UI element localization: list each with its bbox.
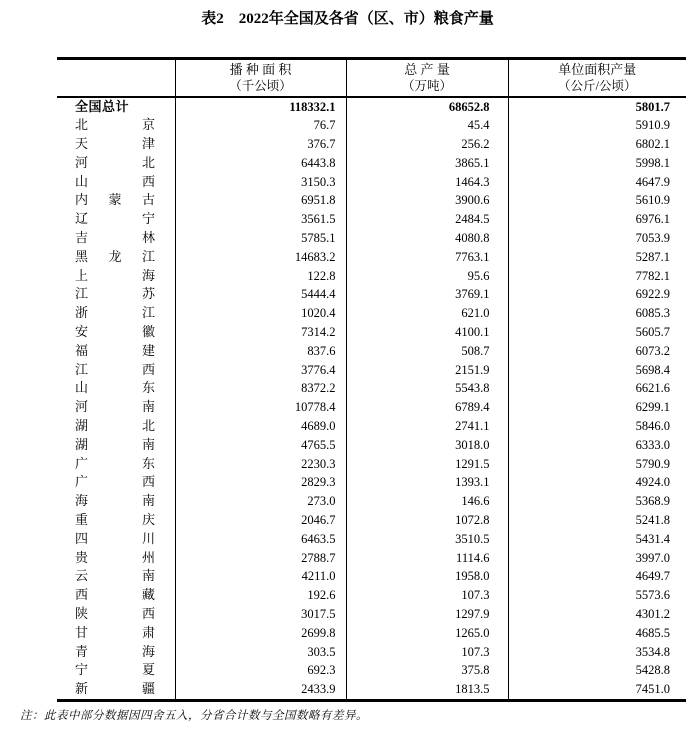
region-name-cell <box>57 285 175 304</box>
province-name: 天津 <box>75 136 155 152</box>
region-name-cell <box>57 417 175 436</box>
sown-area-value: 2433.9 <box>175 680 346 700</box>
province-row <box>57 267 686 286</box>
province-name: 重庆 <box>75 512 155 528</box>
sown-area-value: 2788.7 <box>175 549 346 568</box>
region-name-cell <box>57 455 175 474</box>
yield-value: 5846.0 <box>508 417 686 436</box>
yield-value: 7782.1 <box>508 267 686 286</box>
yield-value: 5698.4 <box>508 361 686 380</box>
sown-area-value: 4689.0 <box>175 417 346 436</box>
region-name-cell <box>57 304 175 323</box>
province-name: 海南 <box>75 493 155 509</box>
region-name-cell <box>57 210 175 229</box>
production-value: 1393.1 <box>346 473 508 492</box>
table-body <box>57 97 686 701</box>
region-name-cell <box>57 248 175 267</box>
production-value: 621.0 <box>346 304 508 323</box>
sown-area-value: 303.5 <box>175 643 346 662</box>
production-value: 3018.0 <box>346 436 508 455</box>
yield-value: 5910.9 <box>508 116 686 135</box>
national-total-row <box>57 97 686 117</box>
yield-value: 6922.9 <box>508 285 686 304</box>
header-total-production-unit: （万吨） <box>401 78 452 93</box>
sown-area-value: 6951.8 <box>175 191 346 210</box>
production-value: 4100.1 <box>346 323 508 342</box>
region-name-cell <box>57 605 175 624</box>
production-value: 1813.5 <box>346 680 508 700</box>
header-row <box>57 59 686 97</box>
production-value: 2484.5 <box>346 210 508 229</box>
header-sown-area-label: 播 种 面 积 <box>229 61 292 77</box>
table-header <box>57 59 686 97</box>
footnote: 注：此表中部分数据因四舍五入，分省合计数与全国数略有差异。 <box>20 710 368 722</box>
province-row <box>57 210 686 229</box>
production-value: 7763.1 <box>346 248 508 267</box>
province-row <box>57 417 686 436</box>
province-name: 四川 <box>75 530 155 546</box>
region-name-cell <box>57 530 175 549</box>
yield-value: 6621.6 <box>508 379 686 398</box>
province-name: 河北 <box>75 154 155 170</box>
province-name: 浙江 <box>75 305 155 321</box>
sown-area-value: 3017.5 <box>175 605 346 624</box>
production-value: 107.3 <box>346 643 508 662</box>
province-row <box>57 173 686 192</box>
sown-area-value: 3776.4 <box>175 361 346 380</box>
province-row <box>57 135 686 154</box>
yield-value: 4685.5 <box>508 624 686 643</box>
region-name-cell <box>57 680 175 700</box>
production-value: 2741.1 <box>346 417 508 436</box>
header-sown-area-unit: （千公顷） <box>229 78 292 93</box>
region-name-cell <box>57 116 175 135</box>
yield-value: 6085.3 <box>508 304 686 323</box>
province-row <box>57 567 686 586</box>
sown-area-value: 7314.2 <box>175 323 346 342</box>
yield-value: 5431.4 <box>508 530 686 549</box>
production-value: 3510.5 <box>346 530 508 549</box>
region-name-cell <box>57 586 175 605</box>
sown-area-value: 5785.1 <box>175 229 346 248</box>
production-value: 95.6 <box>346 267 508 286</box>
yield-value: 5605.7 <box>508 323 686 342</box>
province-row <box>57 154 686 173</box>
grain-production-table <box>57 57 686 702</box>
region-name-cell <box>57 173 175 192</box>
yield-value: 5801.7 <box>508 97 686 117</box>
province-row <box>57 248 686 267</box>
region-name-cell <box>57 643 175 662</box>
production-value: 1464.3 <box>346 173 508 192</box>
province-name: 湖南 <box>75 436 155 452</box>
province-name: 宁夏 <box>75 662 155 678</box>
yield-value: 6333.0 <box>508 436 686 455</box>
yield-value: 6073.2 <box>508 342 686 361</box>
production-value: 1265.0 <box>346 624 508 643</box>
province-name: 河南 <box>75 399 155 415</box>
province-name: 福建 <box>75 342 155 358</box>
production-value: 6789.4 <box>346 398 508 417</box>
province-name: 北京 <box>75 117 155 133</box>
sown-area-value: 1020.4 <box>175 304 346 323</box>
region-name-cell <box>57 436 175 455</box>
sown-area-value: 5444.4 <box>175 285 346 304</box>
yield-value: 5368.9 <box>508 492 686 511</box>
province-row <box>57 285 686 304</box>
sown-area-value: 2699.8 <box>175 624 346 643</box>
sown-area-value: 2046.7 <box>175 511 346 530</box>
sown-area-value: 4211.0 <box>175 567 346 586</box>
yield-value: 5241.8 <box>508 511 686 530</box>
province-name: 青海 <box>75 643 155 659</box>
province-name: 辽宁 <box>75 211 155 227</box>
yield-value: 5998.1 <box>508 154 686 173</box>
production-value: 375.8 <box>346 661 508 680</box>
region-name-cell <box>57 398 175 417</box>
yield-value: 4647.9 <box>508 173 686 192</box>
production-value: 1297.9 <box>346 605 508 624</box>
province-row <box>57 398 686 417</box>
sown-area-value: 2230.3 <box>175 455 346 474</box>
production-value: 45.4 <box>346 116 508 135</box>
sown-area-value: 3561.5 <box>175 210 346 229</box>
province-name: 甘肃 <box>75 624 155 640</box>
province-row <box>57 605 686 624</box>
production-value: 146.6 <box>346 492 508 511</box>
sown-area-value: 8372.2 <box>175 379 346 398</box>
sown-area-value: 14683.2 <box>175 248 346 267</box>
yield-value: 5428.8 <box>508 661 686 680</box>
province-row <box>57 361 686 380</box>
sown-area-value: 6463.5 <box>175 530 346 549</box>
production-value: 1072.8 <box>346 511 508 530</box>
region-name-cell <box>57 323 175 342</box>
header-total-production-label: 总 产 量 <box>404 61 450 77</box>
header-yield-label: 单位面积产量 <box>558 61 637 77</box>
production-value: 5543.8 <box>346 379 508 398</box>
sown-area-value: 4765.5 <box>175 436 346 455</box>
sown-area-value: 6443.8 <box>175 154 346 173</box>
province-name: 广西 <box>75 474 155 490</box>
region-name-cell <box>57 267 175 286</box>
province-name: 江苏 <box>75 286 155 302</box>
table-title: 表2 2022年全国及各省（区、市）粮食产量 <box>201 11 494 27</box>
production-value: 256.2 <box>346 135 508 154</box>
province-row <box>57 624 686 643</box>
sown-area-value: 192.6 <box>175 586 346 605</box>
province-row <box>57 549 686 568</box>
region-name-cell <box>57 135 175 154</box>
province-row <box>57 436 686 455</box>
production-value: 107.3 <box>346 586 508 605</box>
header-yield-unit: （公斤/公顷） <box>558 78 637 93</box>
national-total-label: 全国总计 <box>75 98 130 114</box>
production-value: 1291.5 <box>346 455 508 474</box>
production-value: 1958.0 <box>346 567 508 586</box>
region-name-cell <box>57 624 175 643</box>
production-value: 1114.6 <box>346 549 508 568</box>
yield-value: 6802.1 <box>508 135 686 154</box>
region-name-cell <box>57 473 175 492</box>
province-name: 贵州 <box>75 549 155 565</box>
province-row <box>57 511 686 530</box>
province-name: 新疆 <box>75 681 155 697</box>
yield-value: 3997.0 <box>508 549 686 568</box>
sown-area-value: 10778.4 <box>175 398 346 417</box>
province-name: 江西 <box>75 361 155 377</box>
province-row <box>57 379 686 398</box>
region-name-cell <box>57 492 175 511</box>
production-value: 68652.8 <box>346 97 508 117</box>
province-name: 上海 <box>75 267 155 283</box>
province-row <box>57 116 686 135</box>
sown-area-value: 837.6 <box>175 342 346 361</box>
province-name: 西藏 <box>75 587 155 603</box>
province-row <box>57 473 686 492</box>
yield-value: 6976.1 <box>508 210 686 229</box>
production-value: 3900.6 <box>346 191 508 210</box>
province-row <box>57 530 686 549</box>
province-row <box>57 304 686 323</box>
region-name-cell <box>57 511 175 530</box>
province-name: 山西 <box>75 173 155 189</box>
province-name: 内蒙古 <box>75 192 155 208</box>
production-value: 2151.9 <box>346 361 508 380</box>
province-row <box>57 342 686 361</box>
province-row <box>57 586 686 605</box>
province-name: 云南 <box>75 568 155 584</box>
yield-value: 5573.6 <box>508 586 686 605</box>
yield-value: 4924.0 <box>508 473 686 492</box>
province-row <box>57 492 686 511</box>
province-name: 山东 <box>75 380 155 396</box>
region-name-cell <box>57 191 175 210</box>
province-name: 安徽 <box>75 324 155 340</box>
region-name-cell <box>57 229 175 248</box>
province-row <box>57 643 686 662</box>
province-name: 广东 <box>75 455 155 471</box>
sown-area-value: 2829.3 <box>175 473 346 492</box>
province-row <box>57 661 686 680</box>
production-value: 4080.8 <box>346 229 508 248</box>
header-yield <box>508 59 686 97</box>
region-name-cell <box>57 661 175 680</box>
production-value: 3865.1 <box>346 154 508 173</box>
yield-value: 3534.8 <box>508 643 686 662</box>
province-name: 黑龙江 <box>75 248 155 264</box>
province-row <box>57 229 686 248</box>
sown-area-value: 273.0 <box>175 492 346 511</box>
region-name-cell <box>57 549 175 568</box>
sown-area-value: 76.7 <box>175 116 346 135</box>
province-row <box>57 680 686 700</box>
region-name-cell <box>57 154 175 173</box>
region-name-cell <box>57 342 175 361</box>
region-name-cell <box>57 97 175 117</box>
province-name: 湖北 <box>75 418 155 434</box>
region-name-cell <box>57 379 175 398</box>
header-sown-area <box>175 59 346 97</box>
production-value: 3769.1 <box>346 285 508 304</box>
province-row <box>57 191 686 210</box>
region-name-cell <box>57 567 175 586</box>
header-region <box>57 59 175 97</box>
yield-value: 5790.9 <box>508 455 686 474</box>
yield-value: 7053.9 <box>508 229 686 248</box>
sown-area-value: 376.7 <box>175 135 346 154</box>
yield-value: 5610.9 <box>508 191 686 210</box>
sown-area-value: 122.8 <box>175 267 346 286</box>
province-row <box>57 323 686 342</box>
yield-value: 4649.7 <box>508 567 686 586</box>
province-name: 吉林 <box>75 230 155 246</box>
region-name-cell <box>57 361 175 380</box>
sown-area-value: 692.3 <box>175 661 346 680</box>
yield-value: 4301.2 <box>508 605 686 624</box>
province-row <box>57 455 686 474</box>
yield-value: 6299.1 <box>508 398 686 417</box>
yield-value: 5287.1 <box>508 248 686 267</box>
sown-area-value: 3150.3 <box>175 173 346 192</box>
sown-area-value: 118332.1 <box>175 97 346 117</box>
header-total-production <box>346 59 508 97</box>
yield-value: 7451.0 <box>508 680 686 700</box>
production-value: 508.7 <box>346 342 508 361</box>
province-name: 陕西 <box>75 606 155 622</box>
